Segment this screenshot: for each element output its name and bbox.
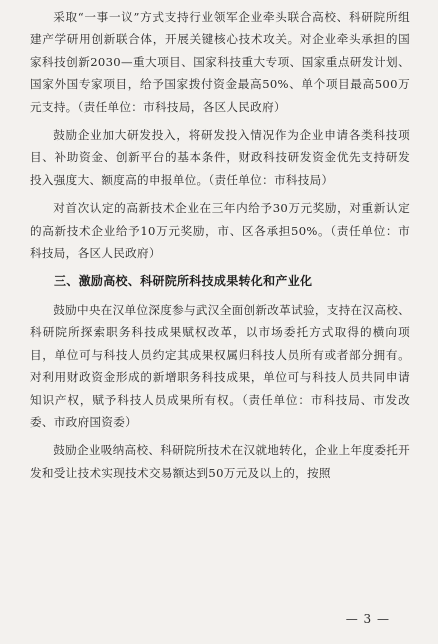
document-body	[30, 6, 410, 490]
paragraph-rd-investment: 鼓励企业加大研发投入，将研发投入情况作为企业申请各类科技项目、补助资金、创新平台的基本条件，财政科技研发资金优先支持研发投入强度大、额度高的申报单位。（责任单位：市科技局）	[30, 128, 410, 187]
paragraph-innovation-consortium: 采取“一事一议”方式支持行业领军企业牵头联合高校、科研院所组建产学研用创新联合体，开展关键核心技术攻关。对企业牵头承担的国家科技创新2030—重大项目、国家科技重大专项、国家重点研发计划、国家外国专家项目，给予国家拨付资金最高50%、单个项目最高500万元支持。（责任单位：市科技局，各区人民政府）	[30, 10, 410, 114]
section-heading-three: 三、激励高校、科研院所科技成果转化和产业化	[54, 274, 313, 289]
page-number: — 3 —	[345, 612, 390, 626]
paragraph-high-tech-reward: 对首次认定的高新技术企业在三年内给予30万元奖励，对重新认定的高新技术企业给予10万元奖励，市、区各承担50%。（责任单位：市科技局，各区人民政府）	[30, 201, 410, 261]
paragraph-reform-pilot: 鼓励中央在汉单位深度参与武汉全面创新改革试验，支持在汉高校、科研院所探索职务科技成果赋权改革，以市场委托方式取得的横向项目，单位可与科技人员约定其成果权属归科技人员所有或者部分拥有。对利用财政资金形成的新增职务科技成果，单位可与科技人员共同申请知识产权，赋予科技人员成果所有权。（责任单位：市科技局、市发改委、市政府国资委）	[30, 302, 411, 429]
paragraph-technology-transfer: 鼓励企业吸纳高校、科研院所技术在汉就地转化，企业上年度委托开发和受让技术实现技术交易额达到50万元及以上的，按照	[30, 443, 411, 480]
